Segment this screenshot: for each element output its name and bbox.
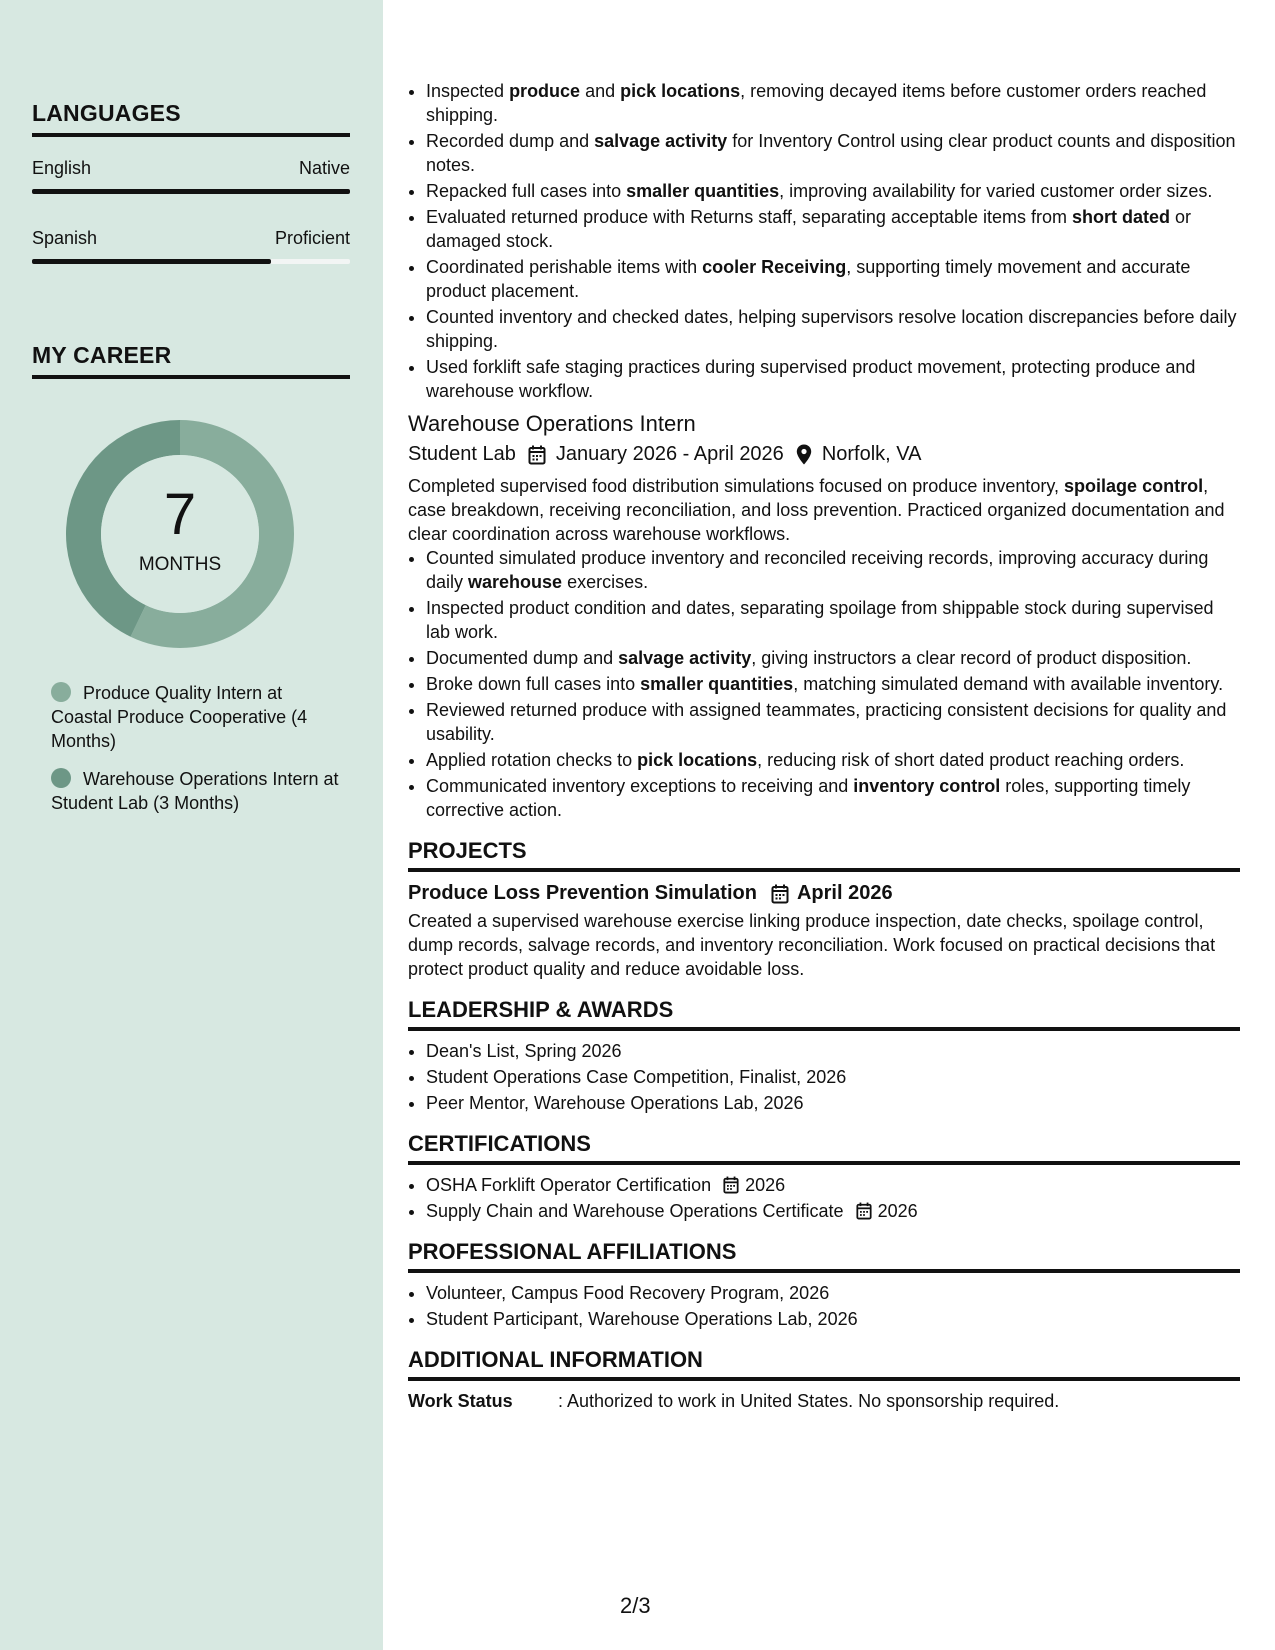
calendar-icon [856, 1202, 872, 1220]
certification-year: 2026 [877, 1201, 918, 1221]
project-date: April 2026 [796, 882, 893, 904]
affiliations-heading: PROFESSIONAL AFFILIATIONS [408, 1239, 1240, 1273]
legend-dot [51, 682, 71, 702]
projects-heading: PROJECTS [408, 838, 1240, 872]
affiliation-item: • Volunteer, Campus Food Recovery Program, 2026 [426, 1281, 1240, 1305]
career-heading: MY CAREER [32, 342, 350, 379]
job-meta [408, 443, 1240, 466]
experience-bullet: • Evaluated returned produce with Returns staff, separating acceptable items from short dated or damaged stock. [426, 205, 1240, 253]
job-dates: January 2026 - April 2026 [555, 443, 784, 465]
career-legend-item [51, 681, 341, 753]
leadership-item: • Student Operations Case Competition, Finalist, 2026 [426, 1065, 1240, 1089]
work-status-row [408, 1391, 1240, 1412]
languages-heading: LANGUAGES [32, 100, 350, 137]
legend-label: Warehouse Operations Intern at Student Lab (3 Months) [51, 769, 339, 813]
job-bullet: • Inspected product condition and dates, separating spoilage from shippable stock during supervised lab work. [426, 596, 1240, 644]
language-level: Proficient [274, 228, 350, 248]
job-bullet: • Counted simulated produce inventory and reconciled receiving records, improving accuracy during daily warehouse exercises. [426, 546, 1240, 594]
experience-bullet: • Coordinated perishable items with cooler Receiving, supporting timely movement and accurate product placement. [426, 255, 1240, 303]
certification-year: 2026 [745, 1175, 786, 1195]
job-bullet: • Broke down full cases into smaller quantities, matching simulated demand with available inventory. [426, 672, 1240, 696]
job-title: Warehouse Operations Intern [408, 411, 696, 436]
language-english [32, 158, 350, 194]
job-bullet: • Communicated inventory exceptions to receiving and inventory control roles, supporting timely corrective action. [426, 774, 1240, 822]
language-proficiency-bar [32, 259, 350, 264]
leadership-list [408, 1039, 1240, 1115]
language-spanish [32, 228, 350, 264]
main-content [408, 0, 1240, 1412]
language-proficiency-bar [32, 189, 350, 194]
work-status-label: Work Status [408, 1391, 513, 1411]
job-bullet: • Applied rotation checks to pick locations, reducing risk of short dated product reaching orders. [426, 748, 1240, 772]
experience-bullet: • Inspected produce and pick locations, removing decayed items before customer orders reached shipping. [426, 79, 1240, 127]
certifications-list [408, 1173, 1240, 1223]
project-name: Produce Loss Prevention Simulation [408, 882, 757, 904]
calendar-icon [771, 884, 789, 904]
legend-label: Produce Quality Intern at Coastal Produce Cooperative (4 Months) [51, 683, 308, 751]
job-company: Student Lab [408, 443, 516, 465]
additional-info-heading: ADDITIONAL INFORMATION [408, 1347, 1240, 1381]
calendar-icon [528, 445, 546, 465]
experience-bullet: • Counted inventory and checked dates, helping supervisors resolve location discrepancies before daily shipping. [426, 305, 1240, 353]
certification-name: • OSHA Forklift Operator Certification [426, 1175, 712, 1195]
job-bullet: • Documented dump and salvage activity, giving instructors a clear record of product disposition. [426, 646, 1240, 670]
leadership-heading: LEADERSHIP & AWARDS [408, 997, 1240, 1031]
sidebar [0, 0, 383, 1650]
job-summary: Completed supervised food distribution simulations focused on produce inventory, spoilage control, case breakdown, receiving reconciliation, and loss prevention. Practiced organized documentation and clear coordination across warehouse workflows. [408, 476, 1225, 544]
experience-bullet: • Recorded dump and salvage activity for Inventory Control using clear product counts and disposition notes. [426, 129, 1240, 177]
language-level: Native [298, 158, 350, 178]
certifications-heading: CERTIFICATIONS [408, 1131, 1240, 1165]
certification-item [426, 1173, 1240, 1197]
project-description: Created a supervised warehouse exercise linking produce inspection, date checks, spoilage control, dump records, salvage records, and inventory reconciliation. Work focused on practical decisions that protect product quality and reduce avoidable loss. [408, 911, 1216, 979]
job-location: Norfolk, VA [821, 443, 922, 465]
location-pin-icon [796, 444, 812, 465]
leadership-item: • Peer Mentor, Warehouse Operations Lab, 2026 [426, 1091, 1240, 1115]
work-status-value: : Authorized to work in United States. No sponsorship required. [558, 1391, 1060, 1411]
certification-item [426, 1199, 1240, 1223]
job-bullets [408, 546, 1240, 822]
leadership-item: • Dean's List, Spring 2026 [426, 1039, 1240, 1063]
calendar-icon [723, 1176, 739, 1194]
project-title-line [408, 882, 1240, 905]
affiliation-item: • Student Participant, Warehouse Operations Lab, 2026 [426, 1307, 1240, 1331]
experience-bullet: • Repacked full cases into smaller quantities, improving availability for varied customer order sizes. [426, 179, 1240, 203]
career-total: 7 [163, 482, 197, 547]
page-number: 2/3 [620, 1593, 651, 1618]
language-name: Spanish [32, 228, 98, 248]
experience-bullets [408, 79, 1240, 403]
affiliations-list [408, 1281, 1240, 1331]
career-unit: MONTHS [138, 554, 222, 575]
language-name: English [32, 158, 92, 178]
certification-name: • Supply Chain and Warehouse Operations Certificate [426, 1201, 844, 1221]
job-bullet: • Reviewed returned produce with assigned teammates, practicing consistent decisions for quality and usability. [426, 698, 1240, 746]
legend-dot [51, 768, 71, 788]
career-legend-item [51, 767, 341, 815]
career-donut-center [65, 419, 295, 649]
experience-bullet: • Used forklift safe staging practices during supervised product movement, protecting produce and warehouse workflow. [426, 355, 1240, 403]
